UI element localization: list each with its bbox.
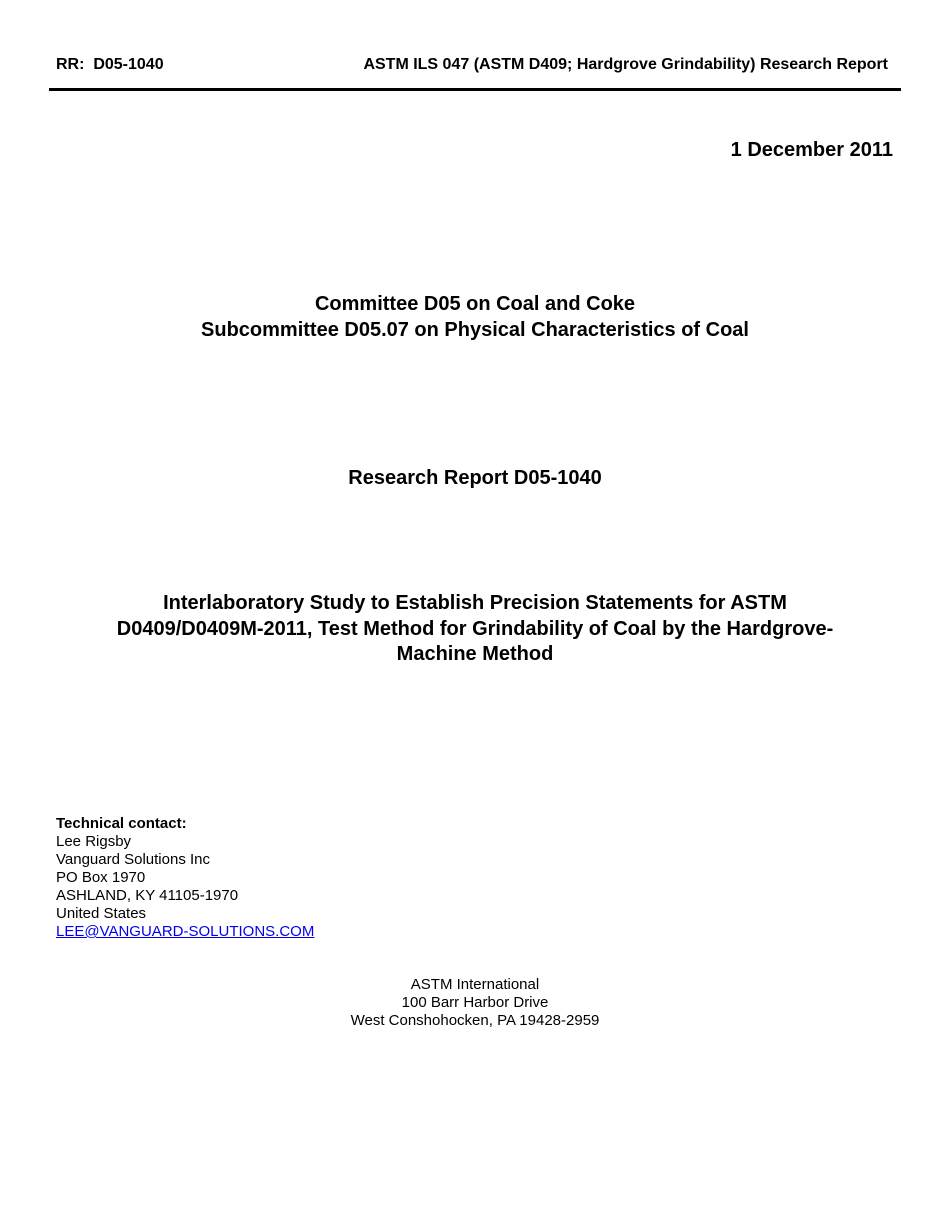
report-id-heading: Research Report D05-1040 [348,467,602,489]
organization-city-state: West Conshohocken, PA 19428-2959 [350,1012,600,1029]
contact-name: Lee Rigsby [56,833,132,850]
contact-email-link[interactable]: LEE@VANGUARD-SOLUTIONS.COM [56,923,315,940]
running-header [56,56,888,78]
technical-contact-label: Technical contact: [56,815,187,832]
contact-city-state: ASHLAND, KY 41105-1970 [56,887,239,904]
report-date: 1 December 2011 [730,139,893,161]
header-report-number: RR: D05-1040 [56,56,164,73]
contact-company: Vanguard Solutions Inc [56,851,210,868]
organization-street: 100 Barr Harbor Drive [401,994,549,1011]
header-divider [49,88,901,91]
contact-country: United States [56,905,147,922]
study-title-line-2: D0409/D0409M-2011, Test Method for Grindability of Coal by the Hardgrove- [116,617,834,640]
study-title [40,591,910,668]
committee-block [40,291,910,343]
study-title-line-3: Machine Method [396,643,554,665]
contact-po-box: PO Box 1970 [56,869,146,886]
organization-name: ASTM International [410,976,540,993]
subcommittee-name: Subcommittee D05.07 on Physical Characteristics of Coal [201,319,749,341]
committee-name: Committee D05 on Coal and Coke [314,293,636,315]
technical-contact-block [56,815,314,941]
header-report-title: ASTM ILS 047 (ASTM D409; Hardgrove Grindability) Research Report [363,56,888,73]
study-title-line-1: Interlaboratory Study to Establish Precision Statements for ASTM [163,592,787,614]
organization-address-block [0,976,950,1030]
